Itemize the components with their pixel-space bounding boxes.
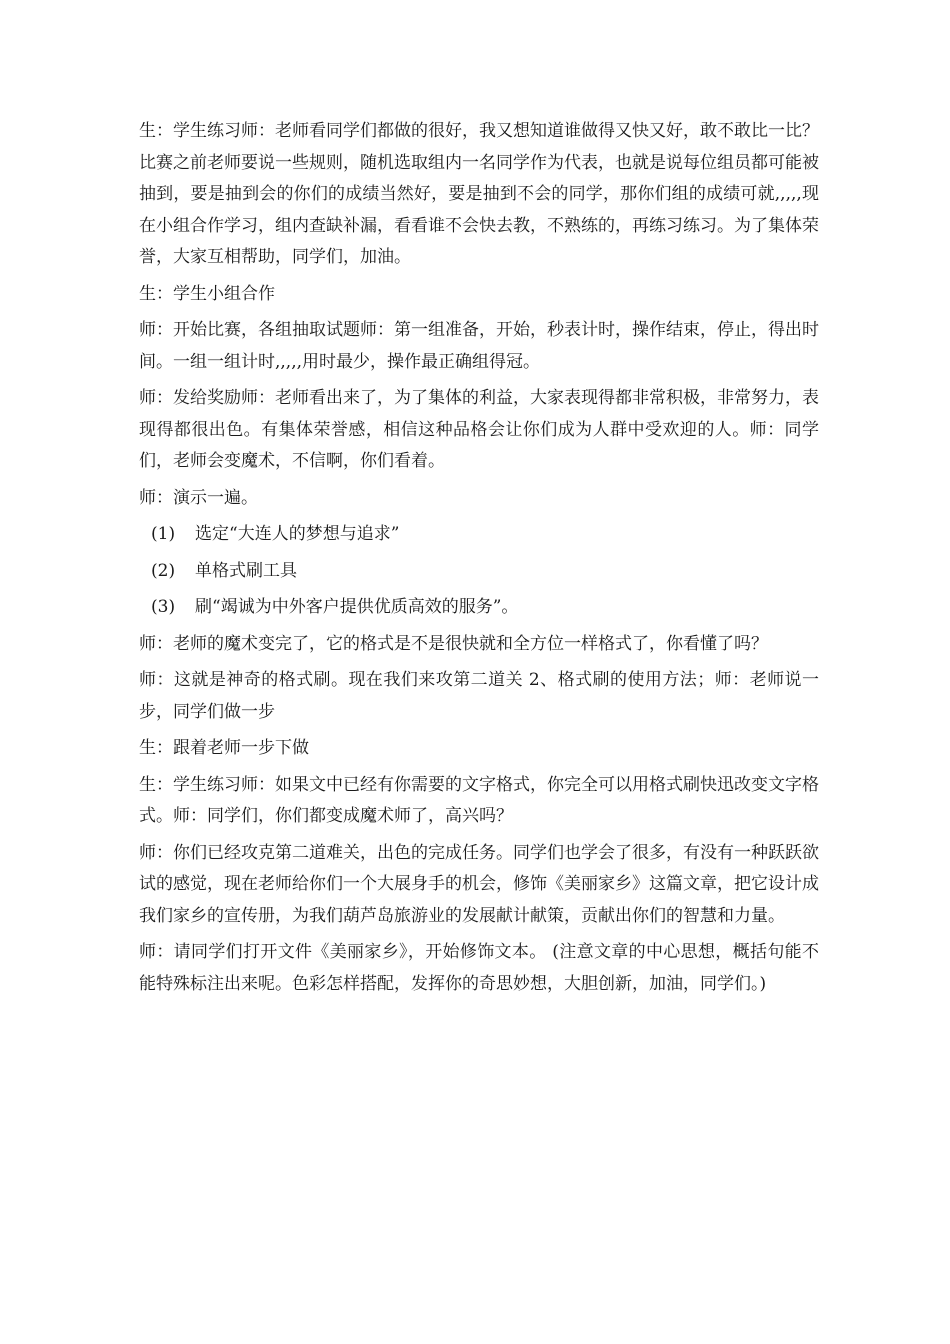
- paragraph: 师：开始比赛，各组抽取试题师：第一组准备，开始，秒表计时，操作结束，停止，得出时间。一组一组计时,,,,,用时最少，操作最正确组得冠。: [139, 320, 819, 372]
- paragraph: 生：跟着老师一步下做: [139, 738, 309, 758]
- list-text: 选定“大连人的梦想与追求”: [195, 524, 400, 544]
- paragraph: 师：发给奖励师：老师看出来了，为了集体的利益，大家表现得都非常积极，非常努力，表现得都很出色。有集体荣誉感，相信这种品格会让你们成为人群中受欢迎的人。师：同学们，老师会变魔术，不信啊，你们看着。: [139, 388, 819, 471]
- paragraph: 师：演示一遍。: [139, 487, 258, 508]
- list-item: [139, 519, 819, 551]
- paragraph: 生：学生练习师：老师看同学们都做的很好，我又想知道谁做得又快又好，敢不敢比一比？比赛之前老师要说一些规则，随机选取组内一名同学作为代表，也就是说每位组员都可能被抽到，要是抽到会的你们的成绩当然好，要是抽到不会的同学，那你们组的成绩可就,,,,,现在小组合作学习，组内查缺补漏，看看谁不会快去教，不熟练的，再练习练习。为了集体荣誉，大家互相帮助，同学们，加油。: [139, 121, 819, 267]
- list-item: [139, 592, 819, 624]
- paragraph: 师：这就是神奇的格式刷。现在我们来攻第二道关 2、格式刷的使用方法；师：老师说一步，同学们做一步: [139, 670, 819, 722]
- list-number: (1): [151, 524, 176, 544]
- paragraph: 生：学生小组合作: [139, 283, 275, 304]
- paragraph: 师：老师的魔术变完了，它的格式是不是很快就和全方位一样格式了，你看懂了吗？: [139, 633, 768, 654]
- list-number: (3): [151, 597, 176, 617]
- paragraph: 师：你们已经攻克第二道难关，出色的完成任务。同学们也学会了很多，有没有一种跃跃欲试的感觉，现在老师给你们一个大展身手的机会，修饰《美丽家乡》这篇文章，把它设计成我们家乡的宣传册，为我们葫芦岛旅游业的发展献计献策，贡献出你们的智慧和力量。: [139, 842, 819, 926]
- list-item: [139, 556, 819, 588]
- document-body: [139, 116, 819, 1005]
- paragraph: 生：学生练习师：如果文中已经有你需要的文字格式，你完全可以用格式刷快迅改变文字格式。师：同学们，你们都变成魔术师了，高兴吗？: [139, 774, 819, 826]
- list-text: 刷“竭诚为中外客户提供优质高效的服务”。: [195, 597, 519, 617]
- list-text: 单格式刷工具: [195, 560, 297, 581]
- paragraph: 师：请同学们打开文件《美丽家乡》，开始修饰文本。 (注意文章的中心思想，概括句能不能特殊标注出来呢。色彩怎样搭配，发挥你的奇思妙想，大胆创新，加油，同学们。): [139, 942, 819, 994]
- list-number: (2): [151, 560, 176, 581]
